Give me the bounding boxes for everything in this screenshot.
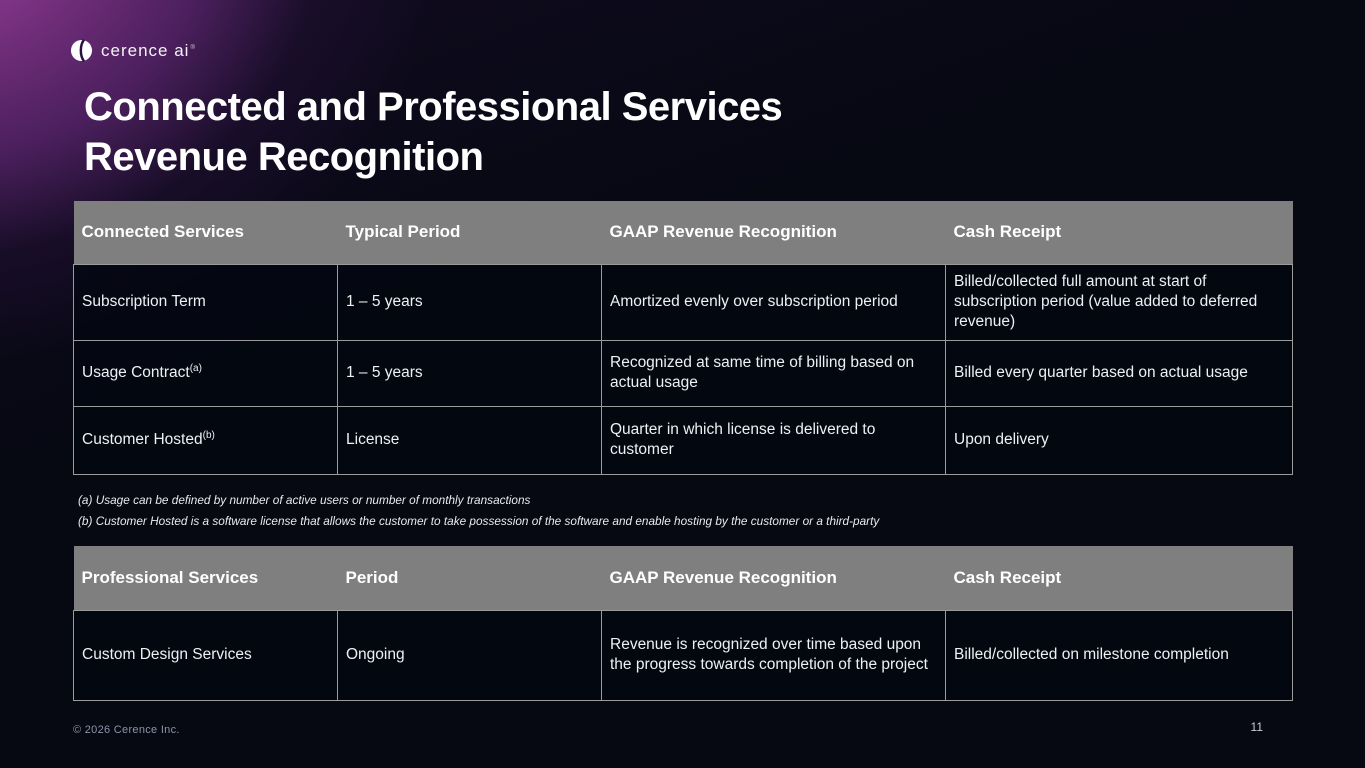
footnote-a: (a) Usage can be defined by number of active users or number of monthly transactions bbox=[78, 493, 531, 507]
page-number: 11 bbox=[1250, 720, 1263, 734]
column-header: Period bbox=[338, 546, 602, 610]
column-header: Professional Services bbox=[74, 546, 338, 610]
brand-logo-text: cerence ai® bbox=[101, 40, 196, 60]
table-cell: Subscription Term bbox=[74, 264, 338, 340]
table-header-row bbox=[74, 201, 1293, 264]
cerence-logo-icon bbox=[70, 39, 93, 62]
page-title-line1: Connected and Professional Services bbox=[84, 85, 783, 129]
footnote-b: (b) Customer Hosted is a software license that allows the customer to take possession of the software and enable hosting by the customer or a third-party bbox=[78, 514, 880, 528]
column-header: Typical Period bbox=[338, 201, 602, 264]
table-cell: Revenue is recognized over time based upon the progress towards completion of the project bbox=[602, 610, 946, 700]
column-header: GAAP Revenue Recognition bbox=[602, 201, 946, 264]
table-cell: Billed/collected on milestone completion bbox=[946, 610, 1293, 700]
table-cell: Amortized evenly over subscription period bbox=[602, 264, 946, 340]
table-row bbox=[74, 610, 1293, 700]
column-header: Connected Services bbox=[74, 201, 338, 264]
table-cell: Quarter in which license is delivered to customer bbox=[602, 406, 946, 474]
copyright-text: © 2026 Cerence Inc. bbox=[73, 724, 180, 736]
table-row bbox=[74, 406, 1293, 474]
column-header: Cash Receipt bbox=[946, 201, 1293, 264]
table-cell: Usage Contract$^{(a)}$ bbox=[74, 340, 338, 406]
connected-services-table bbox=[73, 201, 1293, 475]
footnotes bbox=[78, 490, 879, 532]
table-cell: Billed every quarter based on actual usage bbox=[946, 340, 1293, 406]
column-header: GAAP Revenue Recognition bbox=[602, 546, 946, 610]
professional-services-table bbox=[73, 546, 1293, 701]
table-header-row bbox=[74, 546, 1293, 610]
table-row bbox=[74, 264, 1293, 340]
trademark-symbol: ® bbox=[190, 44, 196, 51]
table-cell: Customer Hosted$^{(b)}$ bbox=[74, 406, 338, 474]
table-cell: Custom Design Services bbox=[74, 610, 338, 700]
column-header: Cash Receipt bbox=[946, 546, 1293, 610]
table-cell: Upon delivery bbox=[946, 406, 1293, 474]
table-cell: 1 – 5 years bbox=[338, 264, 602, 340]
table-cell: Recognized at same time of billing based on actual usage bbox=[602, 340, 946, 406]
brand-logo bbox=[70, 39, 196, 62]
table-cell: License bbox=[338, 406, 602, 474]
table-row bbox=[74, 340, 1293, 406]
page-title bbox=[84, 82, 782, 182]
table-cell: 1 – 5 years bbox=[338, 340, 602, 406]
table-cell: Billed/collected full amount at start of subscription period (value added to deferred revenue) bbox=[946, 264, 1293, 340]
table-cell: Ongoing bbox=[338, 610, 602, 700]
page-title-line2: Revenue Recognition bbox=[84, 135, 484, 179]
